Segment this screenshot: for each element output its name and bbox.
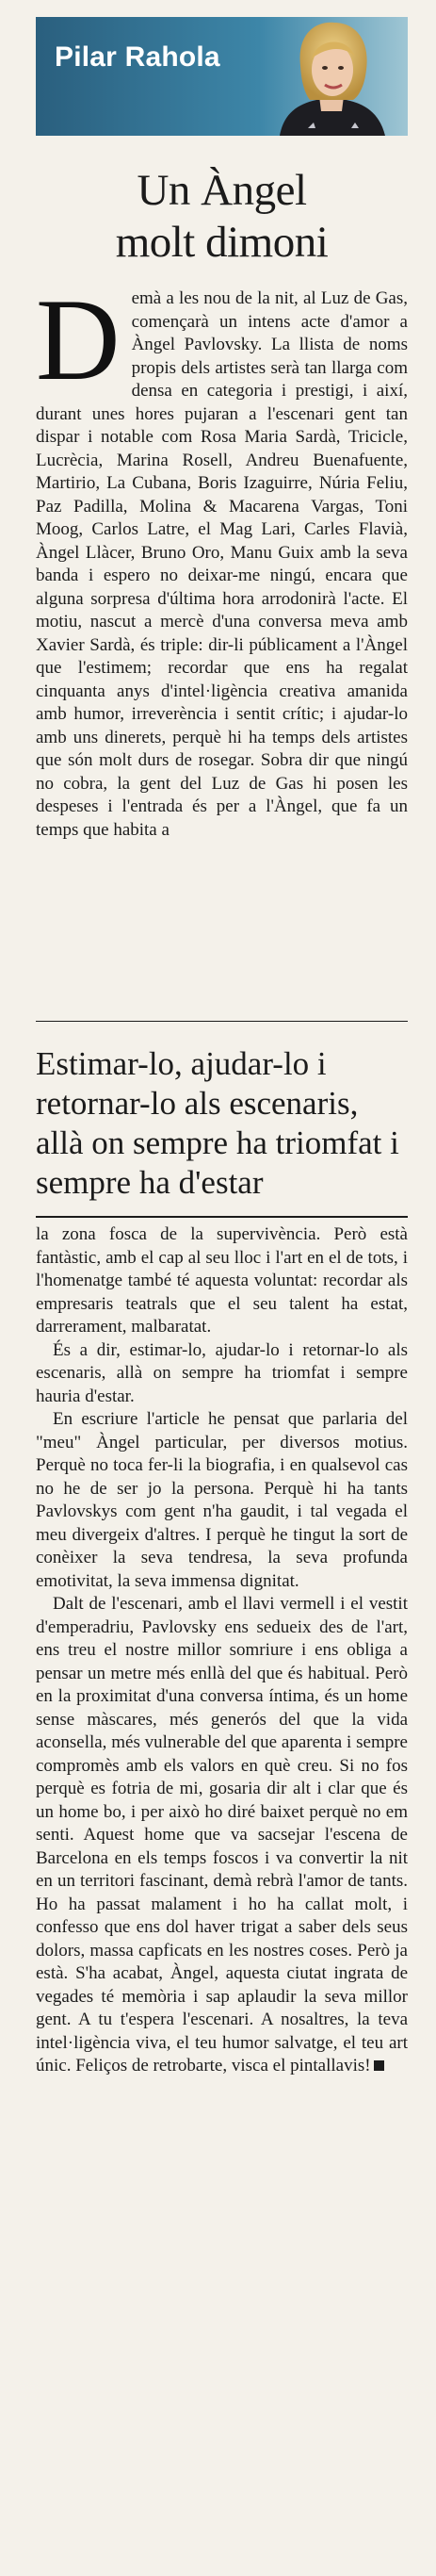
- end-mark-icon: [374, 2060, 384, 2071]
- pull-quote: Estimar-lo, ajudar-lo i retornar-lo als escenaris, allà on sempre ha triomfat i sempre ha d'estar: [36, 1045, 399, 1201]
- article-body: [36, 1223, 408, 2078]
- body-paragraph: És a dir, estimar-lo, ajudar-lo i retornar-lo als escenaris, allà on sempre ha triomfat i sempre hauria d'estar.: [36, 1339, 408, 1406]
- last-paragraph-text: Dalt de l'escenari, amb el llavi vermell i el vestit d'emperadriu, Pavlovsky ens sedueix des de l'art, ens treu el nostre millor somriure i ens obliga a pensar un metre més enllà del que és habitual. Però en la proximitat d'una conversa íntima, és un home sense màscares, més generós del que la vida aconsella, més vulnerable del que aparenta i sempre compromès amb els valors en què creu. Si no fos perquè es fotria de mi, gosaria dir alt i clar que és un home bo, i per això ho diré baixet perquè no em senti. Aquest home que va sacsejar l'escena de Barcelona en els temps foscos i va convertir la nit en un territori fascinant, demà rebrà l'amor de tants. Ho ha passat malament i ho ha callat molt, i confesso que ens dol haver trigat a saber dels seus dolors, massa capficats en les nostres coses. Però ja està. S'ha acabat, Àngel, aquesta ciutat ingrata de vegades té memòria i sap aplaudir la seva millor gent. A tu t'espera l'escenari. A nosaltres, la teva intel·ligència viva, el teu humor salvatge, el teu art únic. Feliços de retrobarte, visca el pintallavis!: [36, 1594, 408, 2076]
- author-portrait: [261, 17, 402, 136]
- article-intro: [36, 275, 408, 842]
- body-paragraph-last: [36, 1593, 408, 2078]
- headline-line-1: Un Àngel: [137, 166, 307, 215]
- drop-cap: D: [36, 275, 121, 404]
- body-paragraph: la zona fosca de la supervivència. Però està fantàstic, amb el cap al seu lloc i l'art en el de tots, i l'homenatge també té aquesta voluntat: recordar als empresaris teatrals que el seu talent ha estat, darrerament, malbaratat.: [36, 1224, 408, 1337]
- pull-quote-top-rule: [36, 1021, 408, 1022]
- pull-quote-bottom-rule: [36, 1216, 408, 1218]
- headline-line-2: molt dimoni: [115, 218, 329, 267]
- intro-paragraph: [36, 275, 408, 842]
- intro-text: emà a les nou de la nit, al Luz de Gas, començarà un intens acte d'amor a Àngel Pavlovsky. La llista de noms propis dels artistes serà tan llarga com densa en categoria i prestigi, i així, durant unes hores pujaran a l'escenari gent tan dispar i notable com Rosa Maria Sardà, Tricicle, Lucrècia, Marina Rosell, Andreu Buenafuente, Martirio, La Cubana, Boris Izaguirre, Núria Feliu, Paz Padilla, Molina & Macarena Vargas, Toni Moog, Carlos Latre, el Mag Lari, Carles Flavià, Àngel Llàcer, Bruno Oro, Manu Guix amb la seva banda i espero no deixar-me ningú, encara que alguna sorpresa d'última hora arrodonirà l'acte. El motiu, nascut a mercè d'una conversa meva amb Xavier Sardà, és triple: dir-li públicament a l'Àngel que l'estimem; recordar que ens ha regalat cinquanta anys d'intel·ligència creativa amanida amb humor, irreverència i sentit crític; i ajudar-lo amb uns dinerets, perquè hi ha temps dels artistes que són molt durs de rosegar. Sobra dir que ningú no cobra, la gent del Luz de Gas hi posen les despeses i l'entrada és per a l'Àngel, que fa un temps que habita a: [36, 288, 408, 840]
- article-headline: [36, 165, 408, 269]
- author-name: Pilar Rahola: [55, 41, 220, 73]
- body-paragraph: En escriure l'article he pensat que parlaria del "meu" Àngel particular, per diversos motius. Perquè no toca fer-li la biografia, i en qualsevol cas no he de ser jo la persona. Perquè hi ha tants Pavlovskys com gent n'ha gaudit, i tal vegada el meu divergeix d'altres. I perquè he tingut la sort de conèixer la seva tendresa, la seva profunda emotivitat, la seva immensa dignitat.: [36, 1409, 408, 1591]
- author-banner: [36, 17, 408, 136]
